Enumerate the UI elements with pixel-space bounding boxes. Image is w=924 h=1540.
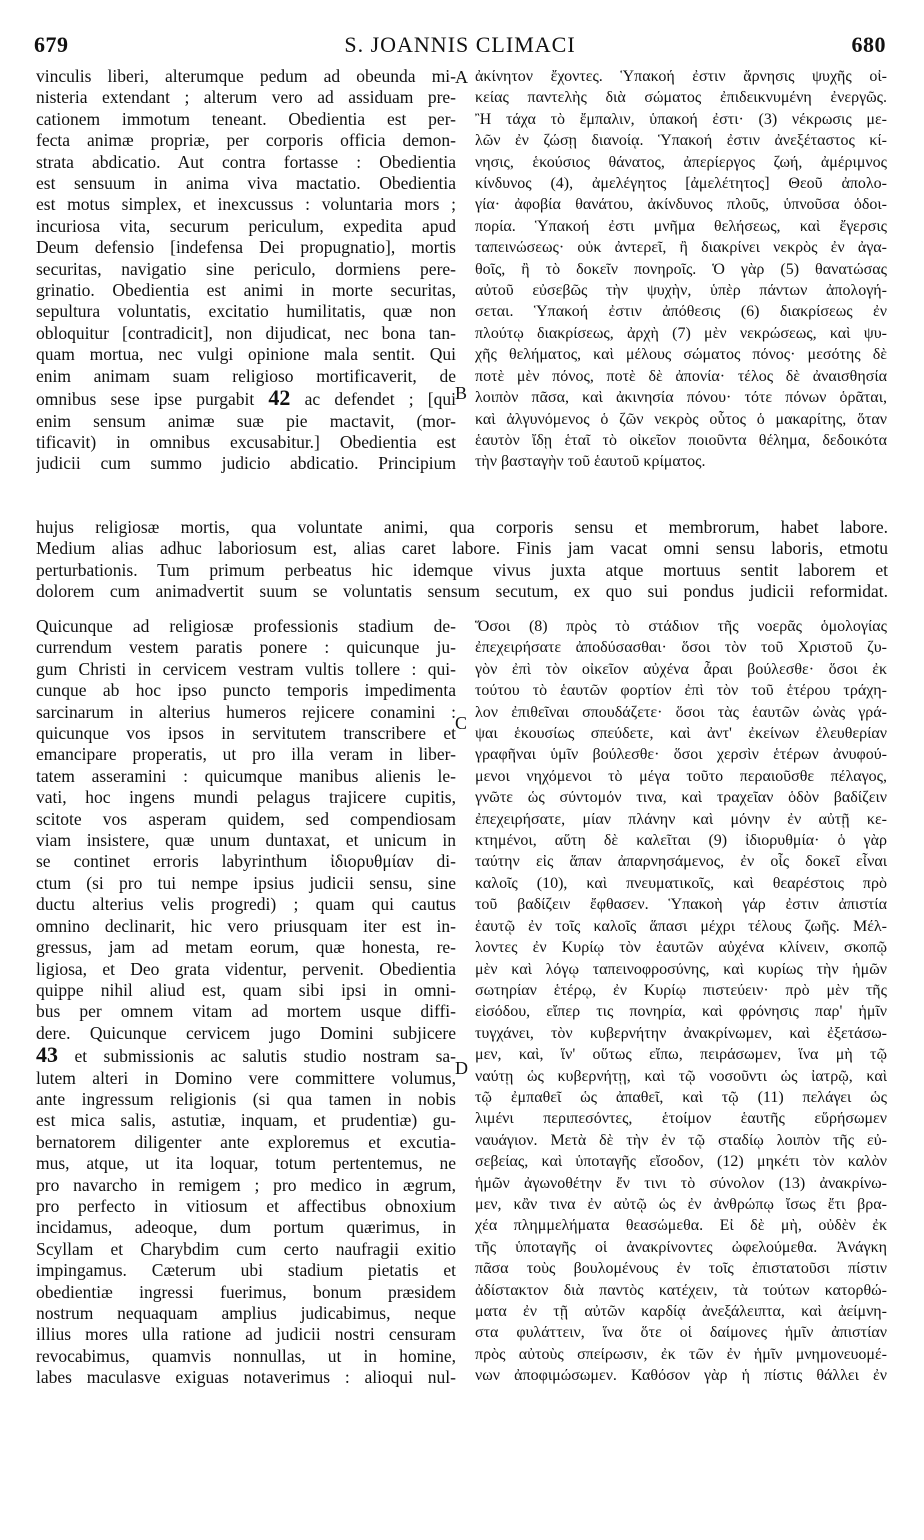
full-width-paragraph: [36, 517, 888, 603]
text-line: ante ingressum religionis (si qua tamen in nobis: [36, 1088, 456, 1109]
text-line: πρὸς αὐτοὺς σπείρωσιν, ἐκ τῶν ἐν ἡμῖν μνημονευομέ-: [475, 1345, 887, 1363]
text-line: tatem asseramini : quicumque manibus alienis le-: [36, 765, 456, 786]
text-line: θοῖς, ἢ τὸ δοκεῖν πονηροῖς. Ὁ γὰρ (5) θανατώσας: [475, 260, 887, 278]
text-line: currendum vestem paratis ponere : quicunque ju-: [36, 637, 456, 658]
text-line: securitas, navigatio sine periculo, dormiens pere-: [36, 258, 456, 279]
text-line: κείας παντελὴς διὰ σώματος ἐπιδεικνυμένη ἐνεργῶς.: [475, 89, 887, 107]
text-line: quippe nihil aliud est, quam sibi ipsi in omni-: [36, 979, 456, 1000]
text-line: obedientiæ ingressi fuerimus, bonum præsidem: [36, 1281, 456, 1302]
greek-column-bottom: [475, 616, 887, 1387]
text-line: γία· ἀφοβία θανάτου, ἀκίνδυνος πλοῦς, ὑπνοῦσα ὁδοι-: [475, 196, 887, 214]
text-line: ἑαυτῷ ἐν τοῖς καλοῖς ἅπασι μέχρι τέλους ζωῆς. Μέλ-: [475, 917, 887, 935]
text-line: σωτηρίαν ἑτέρῳ, ἐν Κυρίῳ πιστεύειν· πρὸ μὲν τῆς: [475, 981, 887, 999]
text-line: fecta animæ propriæ, per corporis officia demon-: [36, 130, 456, 151]
text-line: revocabimus, quamvis nonnullas, ut in homine,: [36, 1345, 456, 1366]
latin-column-bottom: [36, 616, 456, 1389]
text-line: enim sensum animæ suæ pie mactavit, (mor-: [36, 410, 456, 431]
greek-column-top: [475, 66, 887, 473]
text-line: γὸν ἐπὶ τὸν οἰκεῖον αὐχένα ἆραι βούλεσθε· ὅσοι ἐκ: [475, 660, 887, 678]
text-line: pro navarcho in remigem ; pro medico in ægrum,: [36, 1174, 456, 1195]
text-line: judicii cum summo judicio abdicatio. Principium: [36, 453, 456, 474]
text-line: nostrum nequaquam amplius judicabimus, neque: [36, 1303, 456, 1323]
text-line: est sensuum in anima viva mactatio. Obedientia: [36, 173, 456, 194]
text-line: incidamus, adeoque, dum portum quærimus, in: [36, 1217, 456, 1238]
latin-column-top: [36, 66, 456, 475]
text-line: labes maculasve exiguas notaverimus : alioqui nul-: [36, 1367, 456, 1388]
text-line: τῷ ἐμπαθεῖ ὡς ἀπαθεῖ, καὶ τῷ (11) πελάγει ὡς: [475, 1088, 887, 1106]
text-line: pro perfecto in vitiosum et affectibus obnoxium: [36, 1195, 456, 1216]
text-line: strata abdicatio. Aut contra fortasse : Obedientia: [36, 151, 456, 172]
text-line: Quicunque ad religiosæ professionis stadium de-: [36, 616, 456, 636]
text-line: ναυάγιον. Μετὰ δὲ τὴν ἐν τῷ σταδίῳ λοιπὸν τῆς εὐ-: [475, 1131, 887, 1149]
text-line: lutem alteri in Domino vere committere volumus,: [36, 1067, 456, 1088]
text-line: ἀκίνητον ἔχοντες. Ὑπακοή ἐστιν ἄρνησις ψυχῆς οἰ-: [475, 68, 887, 85]
section-marker-d: D: [455, 1058, 468, 1078]
text-line: χέα πλημμελήματα θεασώμεθα. Εἰ δὲ μὴ, οὐδὲν ἐκ: [475, 1217, 887, 1235]
text-line: quam mortua, nec vulgi opinione mala sentit. Qui: [36, 344, 456, 365]
text-line: ταύτην εἰς ἅπαν ἀπαρνησάμενος, ἐν οἷς δοκεῖ εἶναι: [475, 853, 887, 871]
text-line: ἀδίστακτον διὰ παντὸς κατέχειν, τὰ τούτων κατορθώ-: [475, 1281, 887, 1299]
text-line: ductu alterius velis progredi) ; quam qui cautus: [36, 894, 456, 915]
section-marker-c: C: [455, 713, 468, 733]
text-line: μενοι νηχόμενοι τὸ μέγα τοῦτο περαιοῦσθε πέλαγος,: [475, 767, 887, 785]
text-line: incuriosa vita, securum periculum, expedita apud: [36, 215, 456, 236]
text-line: σεται. Ὑπακοή ἐστιν ἀπόθεσις (6) διακρίσεως ἐν: [475, 303, 887, 321]
text-line: scitote vos asperam quidem, sed compendiosam: [36, 808, 456, 829]
text-line: πορία. Ὑπακοή ἐστι μνῆμα θελήσεως, καὶ ἔγερσις: [475, 217, 887, 235]
text-line: πᾶσα τοὺς βουλομένους ἐν τοῖς ἐπιστατοῦσι πίστιν: [475, 1260, 887, 1278]
text-line: εἰσόδου, εἴπερ τις πονηρία, καὶ φρόνησις παρ' ἡμῖν: [475, 1003, 887, 1021]
text-line: Ὅσοι (8) πρὸς τὸ στάδιον τῆς νοερᾶς ὁμολογίας: [475, 618, 887, 635]
text-line: λον ἐπιθεῖναι σπουδάζετε· ὅσοι τὰς ἑαυτῶν ὠνὰς γρά-: [475, 703, 887, 721]
page-number-left: 679: [34, 32, 69, 57]
text-line: emancipare properatis, ut pro illa veram in liber-: [36, 744, 456, 765]
text-line: γνῶτε ὡς σύντομόν τινα, καὶ τραχεῖαν ὁδὸν βαδίζειν: [475, 789, 887, 807]
text-line: ματα ἐν τῇ αὐτῶν καρδίᾳ ἀνεξάλειπτα, καὶ ἀείμνη-: [475, 1303, 887, 1320]
text-line: πλούτῳ διακρίσεως, ἀρχὴ (7) μὲν νεκρώσεως, καὶ ψυ-: [475, 324, 887, 342]
text-line: τὴν βασταγὴν τοῦ ἑαυτοῦ κρίματος.: [475, 453, 706, 471]
text-line: νησις, ἑκούσιος θάνατος, ἀπερίεργος ζωή, ἀμέριμνος: [475, 153, 887, 171]
page-number-right: 680: [851, 32, 886, 57]
text-line: καὶ ἀλγυνόμενος ὁ ζῶν νεκρὸς οὗτος ὁ μακαρίτης, ὅταν: [475, 410, 887, 428]
text-line: se continet erroris labyrinthum ἰδιορυθμίαν di-: [36, 851, 456, 872]
text-line: sarcinarum in alterius humeros rejicere conamini :: [36, 701, 456, 722]
text-line: κτημένοι, αὕτη δὲ καλεῖται (9) ἰδιορυθμία· ὁ γὰρ: [475, 832, 887, 850]
text-line: ἑαυτὸν ἴδῃ ἑταῖ τὸ οἰκεῖον ποιοῦντα θέλημα, δεδοικότα: [475, 431, 887, 449]
text-line: σεβείας, καὶ ὑποταγῆς εἴσοδον, (12) μηκέτι τὸν καλὸν: [475, 1153, 887, 1171]
text-line: enim animam suam religioso mortificaverit, de: [36, 365, 456, 386]
text-line: cationem immotum teneant. Obedientia est per-: [36, 108, 456, 129]
text-line: sepultura voluntatis, excitatio humilitatis, quæ non: [36, 301, 456, 322]
section-marker-a: A: [455, 67, 468, 87]
text-line: τούτου τὸ ἑαυτῶν φορτίον ἐπὶ τὸν τοῦ ἑτέρου τράχη-: [475, 682, 887, 700]
text-line: λοιπὸν πᾶσα, καὶ ἀκινησία πόνου· τότε πόνων ὁρᾶται,: [475, 389, 887, 407]
text-line: λιμένι περιπεσόντες, ἑτοίμον ἑαυτῆς εὕρήσωμεν: [475, 1110, 887, 1128]
text-line: tificavit) in omnibus excusabitur.] Obedientia est: [36, 431, 456, 452]
text-line: ψαι ἑκουσίως σπεύδετε, καὶ ἀντ' ἐκείνων ἐλευθερίαν: [475, 725, 887, 743]
text-line: omnino declinarit, hic vero priusquam iter est in-: [36, 915, 456, 936]
text-line: ἡμῶν ἀγωνοθέτην ἔν τινι τὸ σύνολον (13) ἀνακρίνω-: [475, 1174, 887, 1192]
text-line: τοῦ βαδίζειν ἔφθασεν. Ὑπακοὴ γάρ ἐστιν ἀπιστία: [475, 896, 887, 914]
running-header: [34, 32, 886, 60]
text-line: μεν, καὶ, ἵν' οὕτως εἴπω, πειράσωμεν, ἵνα μὴ τῷ: [475, 1046, 887, 1064]
text-line: viam insistere, quæ unum duntaxat, et unicum in: [36, 830, 456, 851]
text-line: dere. Quicunque cervicem jugo Domini subjicere: [36, 1022, 456, 1043]
running-title: S. JOANNIS CLIMACI: [344, 32, 576, 57]
text-line: μὲν καὶ λόγῳ ταπεινοφροσύνης, καὶ κυρίως τὴν ἡμῶν: [475, 960, 887, 978]
text-line: κίνδυνος (4), ἀμελέγητος [ἀμελέτητος] Θεοῦ ἀπολο-: [475, 175, 887, 193]
text-line: Medium alias adhuc laboriosum est, alias caret labore. Finis jam vacat omni sensu laboris, etmotu: [36, 538, 888, 559]
text-line: omnibus sese ipse purgabit 42 ac defendet ; [qui: [36, 387, 456, 411]
text-line: νων ἀποφιμώσωμεν. Καθόσον γὰρ ἡ πίστις θάλλει ἐν: [475, 1367, 887, 1385]
text-line: perturbationis. Tum primum perbeatus hic idemque vivus juxta atque mortuus sentit laborem et: [36, 559, 888, 580]
text-line: τυγχάνει, τὸν κυβερνήτην ἀνακρίνωμεν, καὶ ἐξετάσω-: [475, 1024, 887, 1042]
text-line: αὐτοῦ εὐσεβῶς τὴν ψυχὴν, ὑπὲρ πάντων ἀπολογή-: [475, 282, 887, 300]
text-line: ναύτῃ ὡς κυβερνήτῃ, καὶ τῷ νοσοῦντι ὡς ἰατρῷ, καὶ: [475, 1067, 887, 1085]
section-marker-b: B: [455, 383, 468, 403]
text-line: hujus religiosæ mortis, qua voluntate animi, qua corporis sensu et membrorum, habet labore.: [36, 517, 888, 537]
text-line: ταπεινώσεως· οὐκ ἀντερεῖ, ἢ διακρίνει νεκρὸς ἐν ἀγα-: [475, 239, 887, 257]
text-line: obloquitur [contradicit], non dijudicat, nec bona tan-: [36, 322, 456, 343]
text-line: μεν, κἂν τινα ἐν αὐτῷ ὡς ἐν ἀνθρώπῳ ἴσως ἔτι βρα-: [475, 1195, 887, 1213]
text-line: ποτὲ μὲν πόνος, ποτὲ δὲ ἀπονία· τέλος δὲ ἀναισθησία: [475, 367, 887, 385]
text-line: dolorem cum animadvertit suum se voluntatis sensum secutum, ex quo sui pondus judicii reformidat.: [36, 581, 888, 602]
text-line: λοντες ἐν Κυρίῳ τὸν ἑαυτῶν αὐχένα κλίνειν, σκοπῷ: [475, 939, 887, 957]
text-line: 43 et submissionis ac salutis studio nostram sa-: [36, 1044, 456, 1068]
text-line: est motus simplex, et inexcussus : voluntaria mors ;: [36, 194, 456, 215]
text-line: τῆς ὑποταγῆς οἱ ἀνακρίνοντες ὠφελούμεθα. Ἀνάγκη: [475, 1238, 887, 1256]
text-line: bernatorem diligenter ante exploremus et excutia-: [36, 1131, 456, 1152]
text-line: nisteria extendant ; alterum vero ad assiduam pre-: [36, 87, 456, 108]
text-line: grinatio. Obedientia est animi in morte securitas,: [36, 280, 456, 301]
text-line: bus per omnem vitam ad mortem usque diffi-: [36, 1001, 456, 1022]
column-number-marker: 42: [268, 387, 291, 411]
text-line: est mica salis, astutiæ, inquam, et prudentiæ) gu-: [36, 1110, 456, 1131]
text-line: vati, hoc ingens mundi pelagus trajicere cupitis,: [36, 787, 456, 808]
text-line: χῆς θελήματος, καὶ μέλους σώματος πόνος· μεσότης δὲ: [475, 346, 887, 364]
text-line: illius mores ulla ratione ad judicii nostri censuram: [36, 1324, 456, 1345]
text-line: ἐπεχειρήσατε ἀποδύσασθαι· ὅσοι τὸν τοῦ Χριστοῦ ζυ-: [475, 639, 887, 657]
text-line: gressus, jam ad metam eorum, quæ honesta, re-: [36, 937, 456, 958]
text-line: λῶν ἐν ζώσῃ διανοίᾳ. Ὑπακοή ἐστιν ἀνεξέταστος κί-: [475, 132, 887, 150]
text-line: Scyllam et Charybdim cum certo naufragii exitio: [36, 1238, 456, 1259]
text-line: ligiosa, et Deo grata videntur, pervenit. Obedientia: [36, 958, 456, 979]
text-line: vinculis liberi, alterumque pedum ad obeunda mi-: [36, 66, 456, 86]
text-line: καλοῖς (10), καὶ πνευματικοῖς, καὶ θεαρέστοις πρὸ: [475, 874, 887, 892]
text-line: gum Christi in cervicem vestram vultis tollere : qui-: [36, 658, 456, 679]
text-line: στα φυλάττειν, ἵνα ὅτε οἱ δαίμονες ἡμῖν ἀπιστίαν: [475, 1324, 887, 1342]
text-line: ἐπεχειρήσατε, μίαν πλάνην καὶ μόνην ἐν αὐτῇ κε-: [475, 810, 887, 828]
text-line: cunque ab hoc ipso puncto temporis impedimenta: [36, 680, 456, 701]
text-line: Ἢ τάχα τὸ ἔμπαλιν, ὑπακοή ἐστι· (3) νέκρωσις με-: [475, 110, 887, 128]
column-number-marker: 43: [36, 1044, 58, 1068]
text-line: Deum defensio [indefensa Dei propugnatio], mortis: [36, 237, 456, 258]
text-line: γραφῆναι ὑμῖν βούλεσθε· ὅσοι χερσὶν ἑτέρων ἀνυφού-: [475, 746, 887, 764]
text-line: quicunque vos ipsos in servitutem transcribere et: [36, 723, 456, 744]
text-line: ctum (si pro tui nempe ipsius judicii sensu, sine: [36, 872, 456, 893]
text-line: impingamus. Cæterum ubi stadium pietatis et: [36, 1260, 456, 1281]
text-line: mus, atque, ut ita loquar, totum pertentemus, ne: [36, 1153, 456, 1174]
